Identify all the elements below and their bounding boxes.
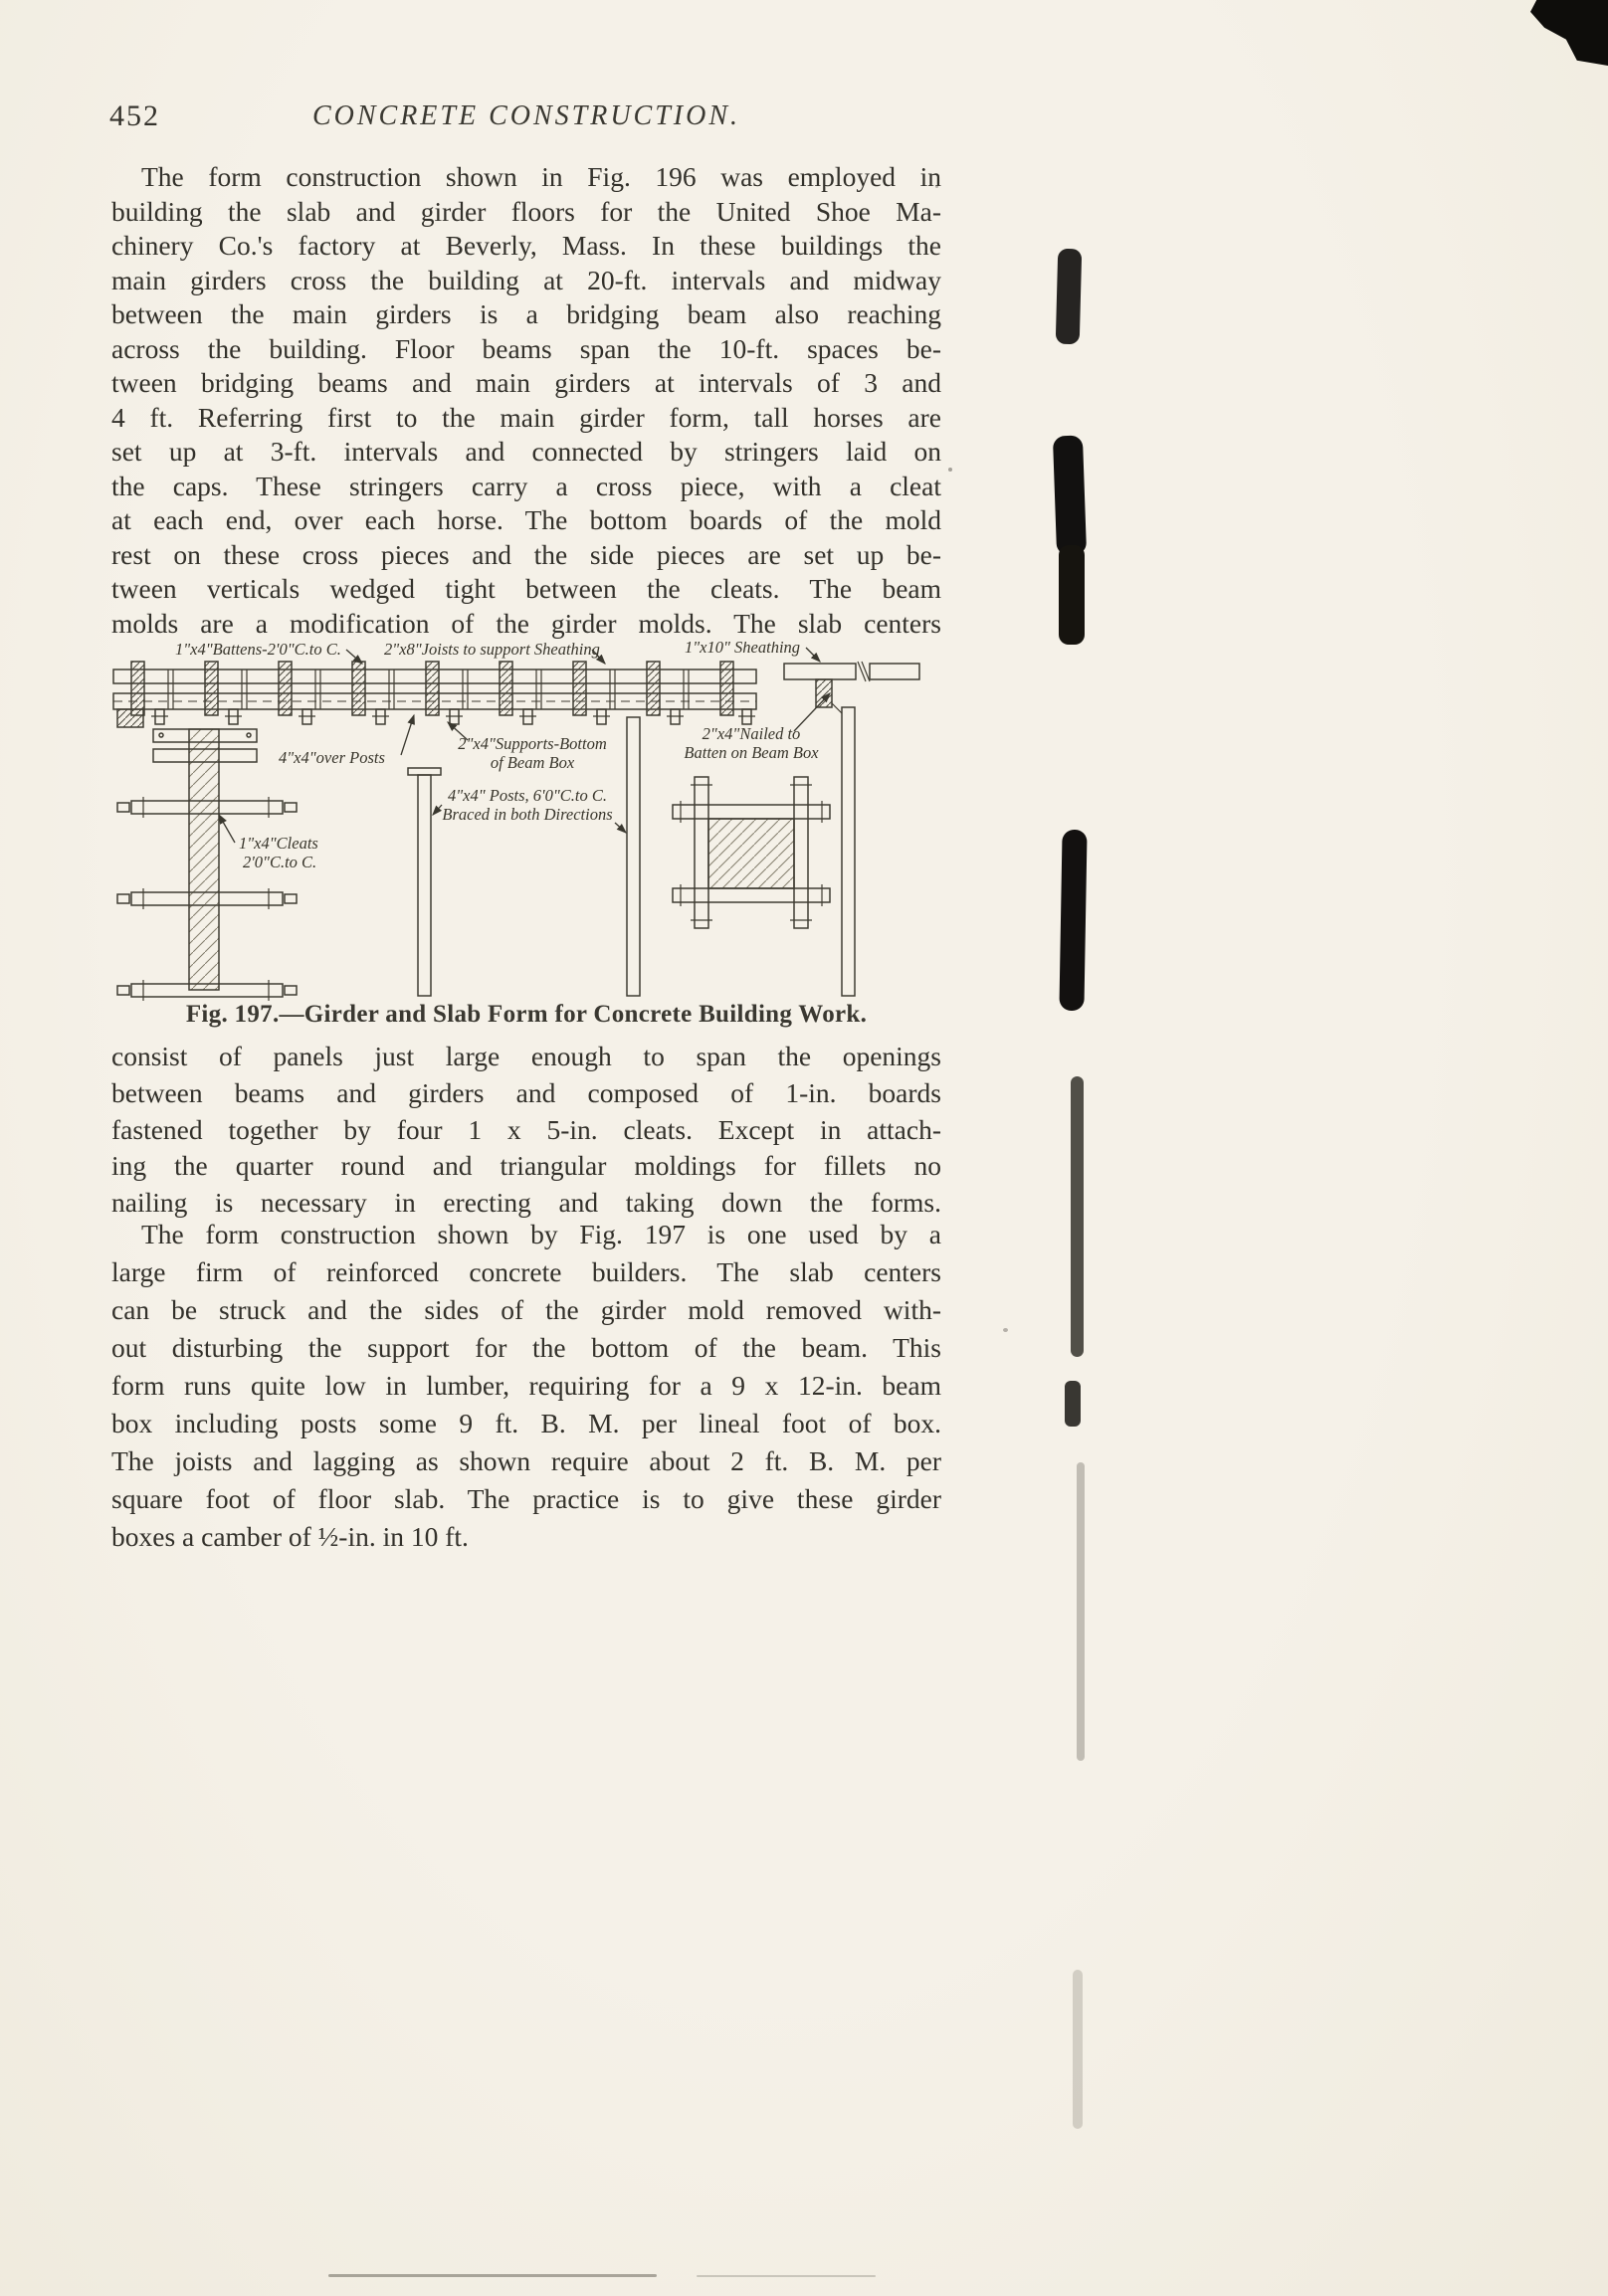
- scan-artifact: [1056, 249, 1083, 345]
- text-line: The joists and lagging as shown require about 2 ft. B. M. per: [111, 1445, 941, 1476]
- text-line: out disturbing the support for the bottom of the beam. This: [111, 1332, 941, 1363]
- scan-speck: [1003, 1328, 1008, 1332]
- scan-artifact: [1071, 1076, 1084, 1357]
- paragraph-3: [111, 1216, 941, 1556]
- girder-form-top-band: [113, 662, 756, 727]
- label-supports-1: 2"x4"Supports-Bottom: [458, 734, 607, 753]
- text-line: tween verticals wedged tight between the cleats. The beam: [111, 573, 941, 604]
- text-line: can be struck and the sides of the girder mold removed with-: [111, 1294, 941, 1325]
- text-line: rest on these cross pieces and the side pieces are set up be-: [111, 538, 941, 570]
- label-nailed-1: 2"x4"Nailed to: [702, 724, 801, 743]
- paragraph-1: [111, 160, 941, 641]
- beam-box-section: [673, 777, 830, 928]
- text-line: at each end, over each horse. The bottom boards of the mold: [111, 504, 941, 535]
- label-joists: 2"x8"Joists to support Sheathing: [384, 642, 600, 659]
- text-line: nailing is necessary in erecting and taking down the forms.: [111, 1187, 941, 1219]
- label-nailed-2: Batten on Beam Box: [684, 743, 819, 762]
- scan-artifact-corner: [1530, 0, 1608, 66]
- text-line: The form construction shown in Fig. 196 was employed in: [141, 161, 941, 192]
- text-line: large firm of reinforced concrete builders. The slab centers: [111, 1256, 941, 1287]
- text-line: square foot of floor slab. The practice is to give these girder: [111, 1483, 941, 1514]
- label-over-posts: 4"x4"over Posts: [279, 748, 385, 767]
- label-cleats-2: 2'0"C.to C.: [243, 853, 317, 871]
- paragraph-2: [111, 1039, 941, 1222]
- text-line: across the building. Floor beams span the 10-ft. spaces be-: [111, 332, 941, 364]
- text-line: between the main girders is a bridging beam also reaching: [111, 298, 941, 329]
- label-sheathing: 1"x10" Sheathing: [685, 642, 801, 657]
- page-number: 452: [109, 99, 160, 132]
- scan-artifact: [1065, 1381, 1081, 1427]
- text-line: between beams and girders and composed of 1-in. boards: [111, 1076, 941, 1108]
- scan-artifact: [1059, 830, 1087, 1011]
- running-header: CONCRETE CONSTRUCTION.: [311, 100, 741, 131]
- scan-artifact: [1073, 1970, 1083, 2129]
- label-cleats-1: 1"x4"Cleats: [239, 834, 318, 853]
- text-line: main girders cross the building at 20-ft. intervals and midway: [111, 264, 941, 295]
- text-line: molds are a modification of the girder molds. The slab centers: [111, 607, 941, 639]
- scan-artifact-bottom-rule: [328, 2274, 657, 2277]
- label-supports-2: of Beam Box: [490, 753, 575, 772]
- text-line: The form construction shown by Fig. 197 is one used by a: [141, 1219, 941, 1249]
- bottom-supports: [151, 709, 755, 724]
- scan-speck: [948, 468, 952, 472]
- text-line: the caps. These stringers carry a cross piece, with a cleat: [111, 470, 941, 501]
- text-line: boxes a camber of ½-in. in 10 ft.: [111, 1521, 469, 1552]
- label-posts-2: Braced in both Directions: [442, 805, 613, 824]
- text-line: fastened together by four 1 x 5-in. cleats. Except in attach-: [111, 1113, 941, 1145]
- text-line: 4 ft. Referring first to the main girder form, tall horses are: [111, 401, 941, 433]
- sheathing-and-batten: [784, 662, 919, 996]
- figure-197-drawing: [98, 642, 938, 1008]
- figure-caption: Fig. 197.—Girder and Slab Form for Concrete Building Work.: [185, 1001, 868, 1028]
- scan-artifact: [1059, 545, 1085, 645]
- text-line: building the slab and girder floors for the United Shoe Ma-: [111, 195, 941, 227]
- text-line: set up at 3-ft. intervals and connected by stringers laid on: [111, 436, 941, 467]
- text-line: tween bridging beams and main girders at intervals of 3 and: [111, 367, 941, 398]
- text-line: ing the quarter round and triangular moldings for fillets no: [111, 1150, 941, 1182]
- text-line: consist of panels just large enough to span the openings: [111, 1041, 941, 1071]
- scan-artifact-bottom-rule: [697, 2275, 876, 2277]
- text-line: chinery Co.'s factory at Beverly, Mass. In these buildings the: [111, 230, 941, 261]
- text-line: box including posts some 9 ft. B. M. per lineal foot of box.: [111, 1408, 941, 1438]
- label-posts-1: 4"x4" Posts, 6'0"C.to C.: [448, 786, 607, 805]
- text-line: form runs quite low in lumber, requiring for a 9 x 12-in. beam: [111, 1370, 941, 1401]
- scan-artifact: [1053, 436, 1087, 556]
- scan-artifact: [1077, 1462, 1085, 1761]
- label-battens: 1"x4"Battens-2'0"C.to C.: [175, 642, 341, 659]
